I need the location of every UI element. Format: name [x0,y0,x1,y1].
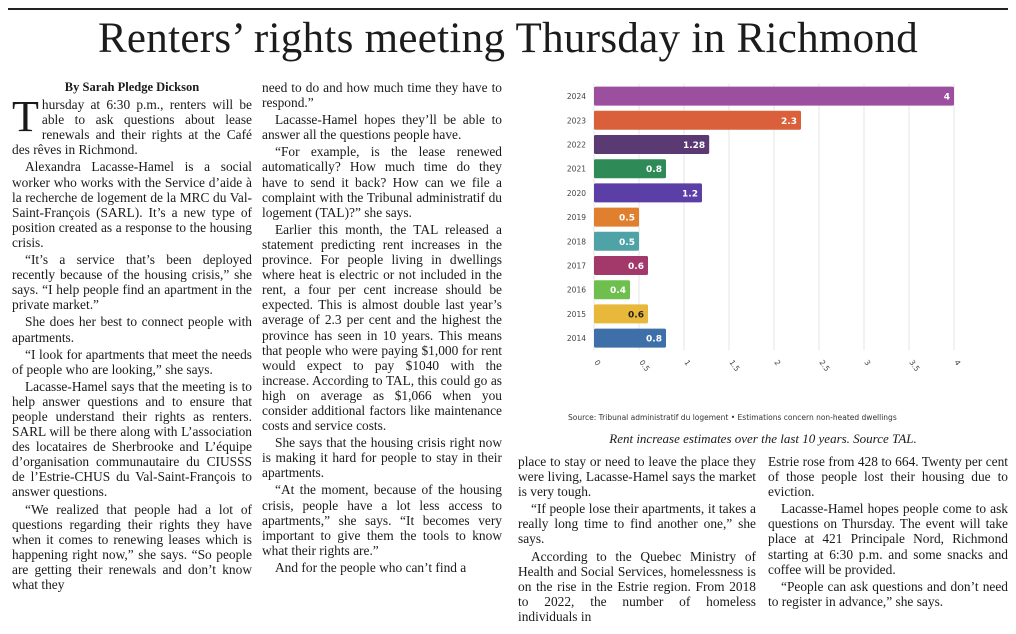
value-label: 1.28 [682,141,706,151]
byline: By Sarah Pledge Dickson [64,80,200,94]
column-4 [768,454,1008,611]
paragraph-1-text: hursday at 6:30 p.m., renters will be able to ask questions about lease renewals and their rights at the Café des rêves in Richmond. [12,97,252,158]
paragraph: “It’s a service that’s been deployed recently because of the housing crisis,” she says. “I help people find an apartment in the private market.” [12,252,252,313]
paragraph: According to the Quebec Ministry of Health and Social Services, homelessness is on the rise in the Estrie region. From 2018 to 2022, the number of homeless individuals in [518,548,756,624]
tick-label: 2 [772,358,783,368]
paragraph: place to stay or need to leave the place they were living, Lacasse-Hamel says the market is very tough. [518,454,756,500]
column-1-body [12,92,252,592]
paragraph: She says that the housing crisis right now is making it hard for people to stay in their apartments. [262,435,502,481]
tick-label: 2.5 [817,358,832,374]
category-label: 2023 [566,116,586,126]
value-label: 0.5 [619,237,635,248]
value-label: 0.8 [646,165,662,176]
chart-caption: Rent increase estimates over the last 10 years. Source TAL. [609,431,917,446]
category-label: 2018 [566,237,586,247]
value-label: 0.4 [610,286,626,297]
value-label: 4 [943,92,950,103]
paragraph: She does her best to connect people with apartments. [12,314,252,345]
bar-2023 [594,111,801,130]
bar-2024 [594,87,954,106]
value-label: 0.5 [619,213,635,224]
category-label: 2017 [566,261,586,271]
column-3 [518,454,756,626]
category-label: 2024 [566,92,586,102]
paragraph: Alexandra Lacasse-Hamel is a social worker who works with the Service d’aide à la recherche de logement de la MRC du Val-Saint-François (SARL). It’s a new type of position created as a response to the housing crisis. [12,159,252,250]
category-label: 2015 [566,309,586,319]
tick-label: 1.5 [727,358,742,374]
value-label: 0.8 [646,334,662,345]
paragraph: “I look for apartments that meet the needs of people who are looking,” she says. [12,346,252,377]
paragraph: “If people lose their apartments, it takes a really long time to find another one,” she says. [518,501,756,547]
paragraph: Lacasse-Hamel hopes people come to ask questions on Thursday. The event will take place at 421 Principale Nord, Richmond starting at 6:30 p.m. and some snacks and coffee will be provided. [768,501,1008,577]
paragraph: “For example, is the lease renewed automatically? How much time do they have to send it back? How can we file a complaint with the Tribunal administratif du logement (TAL)?” she says. [262,144,502,220]
top-rule [8,8,1008,10]
tick-label: 0 [592,358,603,368]
category-label: 2021 [566,164,586,174]
value-label: 0.6 [628,310,644,321]
tick-label: 4 [952,358,963,368]
chart-source: Source: Tribunal administratif du logement • Estimations concern non-heated dwellings [568,413,897,422]
value-label: 0.6 [628,262,644,272]
headline: Renters’ rights meeting Thursday in Richmond [97,15,919,62]
paragraph: Lacasse-Hamel says that the meeting is to help answer questions and to ensure that people understand their rights as renters. SARL will be there along with L’association des locataires de Sherbrooke and L’équipe d’organisation communautaire du CIUSSS de l’Estrie-CHUS du Val-Saint-François to answer questions. [12,378,252,500]
rent-increase-chart [518,80,1008,430]
tick-label: 1 [682,358,693,368]
category-label: 2019 [566,213,586,223]
column-2 [262,80,502,577]
paragraph-1 [12,92,252,158]
category-label: 2020 [566,188,586,198]
category-label: 2014 [566,334,586,344]
column-1 [12,80,252,594]
paragraph: And for the people who can’t find a [275,559,467,575]
paragraph: Lacasse-Hamel hopes they’ll be able to answer all the questions people have. [262,112,502,143]
category-label: 2022 [566,140,586,150]
paragraph: “At the moment, because of the housing crisis, people have a lot less access to apartments,” she says. “It becomes very important to give them the tools to know what their rights are.” [262,482,502,558]
value-label: 1.2 [682,189,698,200]
paragraph: Earlier this month, the TAL released a statement predicting rent increases in the province. For people living in dwellings where heat is electric or not included in the rent, a four per cent increase should be expected. This is almost double last year’s average of 2.3 per cent and the highest the province has seen in 10 years. This means that people who were paying $1,000 for rent would expect to pay $1040 with the increase. According to TAL, this could go as high on average as $1,066 when you consider additional factors like maintenance costs and service costs. [262,221,502,434]
paragraph: Estrie rose from 428 to 664. Twenty per cent of those people lost their housing due to eviction. [768,454,1008,500]
paragraph: “People can ask questions and don’t need to register in advance,” she says. [768,578,1008,609]
paragraph: need to do and how much time they have to respond.” [262,80,502,111]
chart-svg [518,80,1008,430]
drop-cap: T [12,92,39,142]
value-label: 2.3 [781,116,797,127]
tick-label: 0.5 [637,358,652,374]
tick-label: 3 [862,358,873,368]
tick-label: 3.5 [907,358,922,374]
category-label: 2016 [566,285,586,295]
paragraph: “We realized that people had a lot of questions regarding their rights they have when it comes to renewing leases which is happening right now,” she says. “So people are getting their renewals and don’t know what they [12,501,252,592]
